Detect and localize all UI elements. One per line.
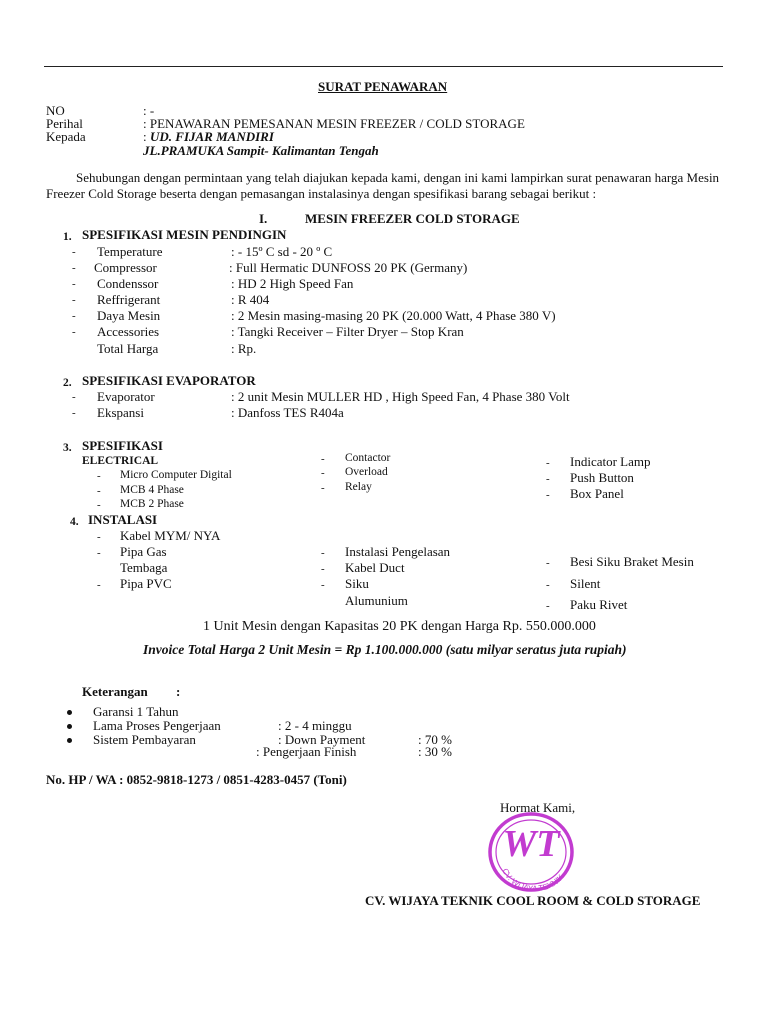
electrical-item: Indicator Lamp (570, 454, 651, 469)
note-label: Sistem Pembayaran (93, 732, 196, 747)
bullet (67, 710, 72, 715)
dash: - (321, 563, 325, 575)
note-label: Garansi 1 Tahun (93, 704, 179, 719)
spec-label: Compressor (94, 260, 157, 275)
spec-value: : 2 Mesin masing-masing 20 PK (20.000 Watt, 4 Phase 380 V) (231, 308, 556, 323)
dash: - (321, 579, 325, 591)
spec-value: : Rp. (231, 341, 257, 356)
spec4-number: 4. (70, 516, 79, 528)
spec-value: : HD 2 High Speed Fan (231, 276, 354, 291)
notes-colon: : (176, 684, 181, 699)
stamp-logo-letters: WT (502, 823, 560, 865)
perihal-label: Perihal (46, 116, 83, 131)
spec-label: Total Harga (97, 341, 159, 356)
dash: - (97, 531, 101, 543)
dash: - (72, 262, 76, 274)
note-value: : Down Payment (278, 732, 366, 747)
svg-text:CV. WIJAYA TEKNIK (500, 867, 565, 893)
note-label: Lama Proses Pengerjaan (93, 718, 221, 733)
dash: - (97, 499, 101, 511)
instalasi-item: Pipa Gas (120, 544, 167, 559)
dash: - (546, 457, 550, 469)
intro-paragraph: Sehubungan dengan permintaan yang telah diajukan kepada kami, dengan ini kami lampirkan surat penawaran harga Mesin Freezer Cold Storage beserta dengan pemasangan instalasinya dengan spesifikasi barang sebagai berikut : (46, 170, 720, 201)
spec-value: : Full Hermatic DUNFOSS 20 PK (Germany) (229, 260, 468, 275)
dash: - (321, 547, 325, 559)
spec-value: : 2 unit Mesin MULLER HD , High Speed Fan, 4 Phase 380 Volt (231, 389, 570, 404)
perihal-value: : PENAWARAN PEMESANAN MESIN FREEZER / COLD STORAGE (143, 116, 525, 131)
spec-label: Daya Mesin (97, 308, 161, 323)
recipient-address: JL.PRAMUKA Sampit- Kalimantan Tengah (143, 143, 379, 158)
instalasi-item: Alumunium (345, 593, 408, 608)
spec2-title: SPESIFIKASI EVAPORATOR (82, 373, 256, 388)
top-rule (44, 66, 723, 67)
instalasi-item: Pipa PVC (120, 576, 172, 591)
company-name: CV. WIJAYA TEKNIK COOL ROOM & COLD STORAGE (365, 893, 701, 908)
spec-label: Ekspansi (97, 405, 144, 420)
document-title: SURAT PENAWARAN (318, 79, 448, 94)
spec3-number: 3. (63, 442, 72, 454)
note-percent: : 70 % (418, 732, 452, 747)
dash: - (321, 482, 325, 494)
dash: - (97, 547, 101, 559)
invoice-total: Invoice Total Harga 2 Unit Mesin = Rp 1.100.000.000 (satu milyar seratus juta rupiah) (143, 642, 627, 657)
kepada-value: UD. FIJAR MANDIRI (150, 129, 274, 144)
closing-greeting: Hormat Kami, (500, 800, 576, 815)
section-number: I. (259, 211, 268, 226)
no-label: NO (46, 103, 65, 118)
note-value: : 2 - 4 minggu (278, 718, 352, 733)
dash: - (546, 600, 550, 612)
dash: - (72, 407, 76, 419)
dash: - (72, 278, 76, 290)
spec1-number: 1. (63, 231, 72, 243)
unit-price: 1 Unit Mesin dengan Kapasitas 20 PK dengan Harga Rp. 550.000.000 (203, 619, 596, 634)
spec1-title: SPESIFIKASI MESIN PENDINGIN (82, 227, 287, 242)
spec-value: : Tangki Receiver – Filter Dryer – Stop Kran (231, 324, 464, 339)
company-stamp-logo (486, 810, 576, 896)
electrical-item: MCB 4 Phase (120, 484, 184, 496)
dash: - (72, 391, 76, 403)
stamp-ring-text: CV. WIJAYA TEKNIK (500, 867, 566, 894)
spec-value: : - 15º C sd - 20 º C (231, 244, 333, 259)
dash: - (72, 294, 76, 306)
instalasi-item: Instalasi Pengelasan (345, 544, 451, 559)
electrical-item: Micro Computer Digital (120, 469, 232, 481)
dash: - (72, 310, 76, 322)
spec-label: Condenssor (97, 276, 159, 291)
spec-label: Evaporator (97, 389, 155, 404)
note-percent: : 30 % (418, 744, 452, 759)
dash: - (546, 489, 550, 501)
instalasi-item: Siku (345, 576, 369, 591)
instalasi-item: Besi Siku Braket Mesin (570, 554, 694, 569)
dash: - (97, 579, 101, 591)
instalasi-item: Kabel Duct (345, 560, 405, 575)
spec2-number: 2. (63, 377, 72, 389)
electrical-item: Overload (345, 466, 388, 478)
instalasi-item: Paku Rivet (570, 597, 628, 612)
instalasi-item: Tembaga (120, 560, 168, 575)
dash: - (321, 467, 325, 479)
dash: - (321, 453, 325, 465)
notes-title: Keterangan (82, 684, 148, 699)
spec3-title: SPESIFIKASI (82, 438, 163, 453)
dash: - (97, 470, 101, 482)
spec4-title: INSTALASI (88, 512, 158, 527)
spec-value: : R 404 (231, 292, 270, 307)
no-value: : - (143, 103, 155, 118)
spec-value: : Danfoss TES R404a (231, 405, 344, 420)
electrical-item: Relay (345, 481, 372, 493)
spec3-subtitle: ELECTRICAL (82, 455, 159, 467)
kepada-colon: : (143, 129, 147, 144)
instalasi-item: Silent (570, 576, 601, 591)
spec-label: Reffrigerant (97, 292, 161, 307)
electrical-item: Box Panel (570, 486, 624, 501)
dash: - (546, 473, 550, 485)
dash: - (546, 557, 550, 569)
instalasi-item: Kabel MYM/ NYA (120, 528, 221, 543)
contact-phone: No. HP / WA : 0852-9818-1273 / 0851-4283-0457 (Toni) (46, 772, 347, 787)
spec-label: Accessories (97, 324, 160, 339)
electrical-item: Push Button (570, 470, 634, 485)
dash: - (546, 579, 550, 591)
kepada-label: Kepada (46, 129, 86, 144)
dash: - (72, 246, 76, 258)
note-value: : Pengerjaan Finish (256, 744, 357, 759)
bullet (67, 724, 72, 729)
electrical-item: Contactor (345, 452, 391, 464)
dash: - (97, 485, 101, 497)
dash: - (72, 326, 76, 338)
bullet (67, 738, 72, 743)
section-title: MESIN FREEZER COLD STORAGE (305, 211, 520, 226)
spec-label: Temperature (97, 244, 163, 259)
electrical-item: MCB 2 Phase (120, 498, 184, 510)
